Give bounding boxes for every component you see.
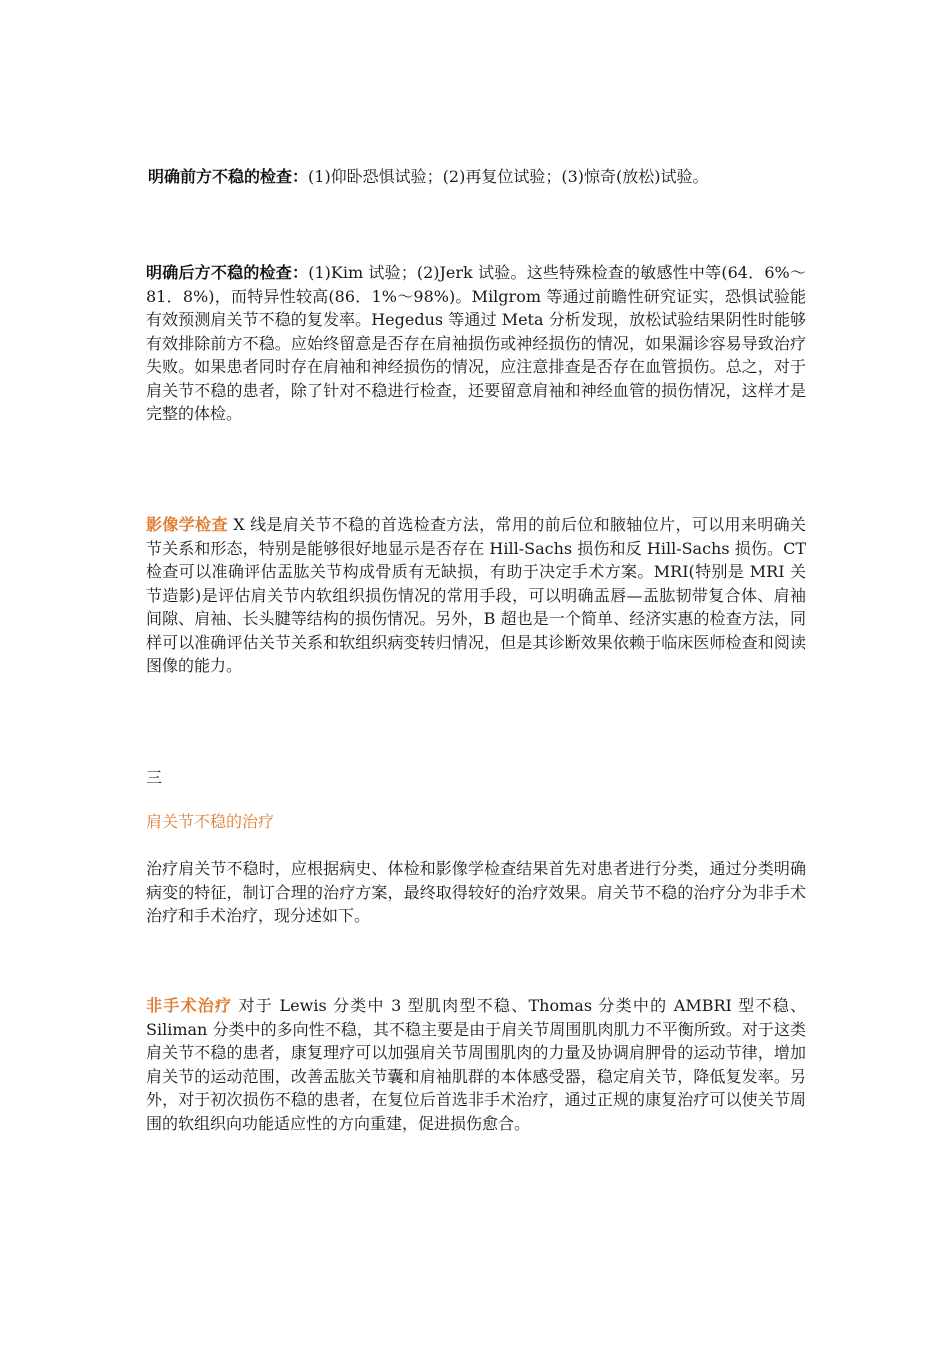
section-number: 三 — [146, 768, 163, 787]
anterior-text: (1)仰卧恐惧试验；(2)再复位试验；(3)惊奇(放松)试验。 — [308, 167, 709, 186]
nonsurgical-lead: 非手术治疗 — [146, 996, 233, 1015]
treatment-intro-paragraph: 治疗肩关节不稳时，应根据病史、体检和影像学检查结果首先对患者进行分类，通过分类明确病变的特征，制订合理的治疗方案，最终取得较好的治疗效果。肩关节不稳的治疗分为非手术治疗和手术治疗，现分述如下。 — [146, 859, 806, 925]
nonsurgical-paragraph — [146, 994, 806, 1135]
section-title: 肩关节不稳的治疗 — [146, 812, 275, 831]
imaging-text: X 线是肩关节不稳的首选检查方法，常用的前后位和腋轴位片，可以用来明确关节关系和形态，特别是能够很好地显示是否存在 Hill-Sachs 损伤和反 Hill-Sachs 损伤。CT 检查可以准确评估盂肱关节构成骨质有无缺损，有助于决定手术方案。MRI(特别是 MRI 关节造影)是评估肩关节内软组织损伤情况的常用手段，可以明确盂唇—盂肱韧带复合体、肩袖间隙、肩袖、长头腱等结构的损伤情况。另外，B 超也是一个简单、经济实惠的检查方法，同样可以准确评估关节关系和软组织病变转归情况，但是其诊断效果依赖于临床医师检查和阅读图像的能力。 — [146, 515, 806, 675]
anterior-instability-paragraph — [148, 165, 808, 189]
posterior-instability-paragraph — [146, 261, 806, 426]
nonsurgical-text: 对于 Lewis 分类中 3 型肌肉型不稳、Thomas 分类中的 AMBRI 型不稳、Siliman 分类中的多向性不稳，其不稳主要是由于肩关节周围肌肉肌力不平衡所致。对于这类肩关节不稳的患者，康复理疗可以加强肩关节周围肌肉的力量及协调肩胛骨的运动节律，增加肩关节的运动范围，改善盂肱关节囊和肩袖肌群的本体感受器，稳定肩关节，降低复发率。另外，对于初次损伤不稳的患者，在复位后首选非手术治疗，通过正规的康复治疗可以使关节周围的软组织向功能适应性的方向重建，促进损伤愈合。 — [146, 996, 806, 1133]
posterior-lead: 明确后方不稳的检查： — [146, 263, 309, 282]
posterior-text: (1)Kim 试验；(2)Jerk 试验。这些特殊检查的敏感性中等(64．6%～81．8%)，而特异性较高(86．1%～98%)。Milgrom 等通过前瞻性研究证实，恐惧试验能有效预测肩关节不稳的复发率。Hegedus 等通过 Meta 分析发现，放松试验结果阴性时能够有效排除前方不稳。应始终留意是否存在肩袖损伤或神经损伤的情况，如果漏诊容易导致治疗失败。如果患者同时存在肩袖和神经损伤的情况，应注意排查是否存在血管损伤。总之，对于肩关节不稳的患者，除了针对不稳进行检查，还要留意肩袖和神经血管的损伤情况，这样才是完整的体检。 — [146, 263, 806, 423]
imaging-lead: 影像学检查 — [146, 515, 228, 534]
anterior-lead: 明确前方不稳的检查： — [148, 167, 309, 186]
imaging-paragraph — [146, 513, 806, 678]
